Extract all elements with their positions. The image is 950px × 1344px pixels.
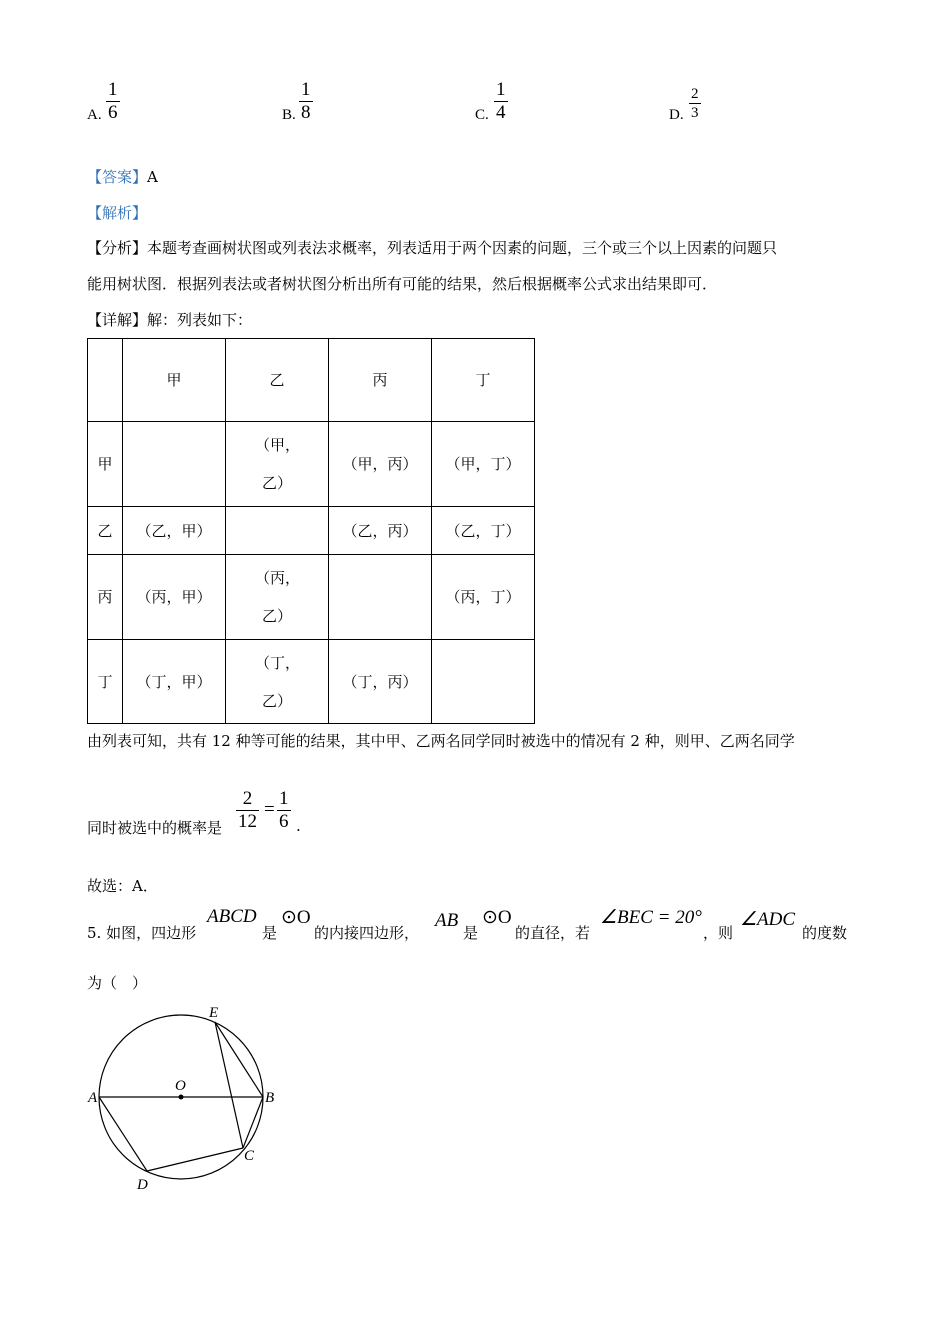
label-e: E: [209, 1005, 219, 1021]
q5-inscribed: 的内接四边形，: [314, 924, 420, 942]
answer-value: A: [147, 168, 158, 186]
probability-fraction-2: [277, 789, 291, 832]
segment-ec: [215, 1022, 243, 1148]
label-b: B: [265, 1090, 275, 1106]
probability-fraction-1: [236, 789, 259, 832]
label-c: C: [244, 1148, 255, 1164]
table-row-head: 丙: [88, 555, 123, 640]
option-d-label: D.: [669, 107, 684, 123]
option-b-fraction: [299, 80, 313, 123]
detail-tag: 【详解】: [87, 311, 148, 329]
table-row-head: 丁: [88, 640, 123, 724]
table-header-cell: 甲: [123, 339, 226, 422]
option-b-denominator: 8: [301, 102, 311, 123]
table-cell: [226, 640, 329, 724]
fenxi-tag: 【分析】: [87, 239, 148, 257]
fenxi-line-1: [87, 237, 777, 258]
q5-angle-adc: ∠ADC: [740, 909, 796, 930]
fraction-2-denominator: 6: [279, 811, 289, 832]
answer-tag: 【答案】: [87, 168, 148, 186]
segment-cb: [243, 1097, 263, 1148]
answer-line: [87, 166, 158, 187]
analysis-tag: 【解析】: [87, 204, 148, 222]
segment-dc: [147, 1148, 243, 1171]
option-a-numerator: 1: [108, 79, 118, 100]
table-cell: （甲，丙）: [329, 422, 432, 507]
option-c-label: C.: [475, 107, 489, 123]
table-header-corner: [88, 339, 123, 422]
label-o: O: [175, 1078, 186, 1094]
fraction-2-numerator: 1: [279, 788, 289, 809]
equals-sign: =: [264, 799, 275, 820]
segment-ad: [99, 1097, 147, 1171]
table-cell: （丁，丙）: [329, 640, 432, 724]
center-point: [179, 1095, 184, 1100]
detail-text: 解：列表如下：: [147, 311, 253, 329]
fenxi-text-2: 能用树状图．根据列表法或者树状图分析出所有可能的结果，然后根据概率公式求出结果即可．: [87, 275, 718, 293]
option-c-numerator: 1: [496, 79, 506, 100]
q5-circle-o: ⊙O: [281, 907, 311, 928]
fraction-1-numerator: 2: [242, 788, 253, 809]
table-header-row: [88, 339, 535, 422]
option-d-numerator: 2: [691, 86, 699, 102]
option-d-denominator: 3: [691, 105, 699, 121]
table-header-cell: 乙: [226, 339, 329, 422]
table-cell: （甲，丁）: [432, 422, 535, 507]
table-cell: [329, 555, 432, 640]
choose-line: 故选：A．: [87, 877, 158, 895]
option-b-numerator: 1: [301, 79, 311, 100]
table-cell: [226, 507, 329, 555]
circle-figure: [80, 1000, 290, 1200]
fenxi-text-1: 本题考查画树状图或列表法求概率，列表适用于两个因素的问题，三个或三个以上因素的问题只: [147, 239, 778, 257]
table-row-head: 甲: [88, 422, 123, 507]
table-cell: [226, 555, 329, 640]
q5-number: 5. 如图，四边形: [87, 924, 197, 942]
period: .: [296, 817, 301, 835]
label-a: A: [88, 1090, 98, 1106]
table-row-head: 乙: [88, 507, 123, 555]
table-cell: （乙，丙）: [329, 507, 432, 555]
table-cell: （乙，甲）: [123, 507, 226, 555]
table-row: [88, 507, 535, 555]
option-c-denominator: 4: [496, 102, 506, 123]
probability-table: [87, 338, 535, 724]
option-a-denominator: 6: [108, 102, 118, 123]
segment-eb: [215, 1022, 263, 1097]
q5-circle-o-2: ⊙O: [482, 907, 512, 928]
q5-degree: 的度数: [802, 924, 848, 942]
q5-abcd: ABCD: [207, 906, 257, 927]
table-cell: （丙，甲）: [123, 555, 226, 640]
fraction-1-denominator: 12: [238, 811, 257, 832]
table-cell: （乙，丁）: [432, 507, 535, 555]
q5-is-2: 是: [463, 924, 479, 942]
table-cell: （丙，丁）: [432, 555, 535, 640]
table-cell: （丁，甲）: [123, 640, 226, 724]
table-cell: [432, 640, 535, 724]
table-header-cell: 丁: [432, 339, 535, 422]
conclusion-line-2: [87, 817, 222, 838]
option-b-label: B.: [282, 107, 296, 123]
q5-angle-bec: ∠BEC = 20°: [600, 907, 702, 928]
table-cell-text: （丁，乙）: [255, 653, 301, 710]
option-c-fraction: [494, 80, 508, 123]
q5-diameter: 的直径，若: [515, 924, 591, 942]
option-a-label: A.: [87, 107, 102, 123]
table-row: [88, 422, 535, 507]
option-d-fraction: [689, 86, 701, 121]
table-row: [88, 555, 535, 640]
table-row: [88, 640, 535, 724]
table-cell: [226, 422, 329, 507]
q5-is: 是: [262, 924, 278, 942]
table-header-cell: 丙: [329, 339, 432, 422]
label-d: D: [137, 1177, 148, 1193]
table-cell-text: （甲，乙）: [255, 436, 301, 492]
conclusion-line-1: 由列表可知，共有 12 种等可能的结果，其中甲、乙两名同学同时被选中的情况有 2 种，则甲、乙两名同学: [87, 732, 795, 750]
option-a-fraction: [106, 80, 120, 123]
detail-line: [87, 309, 252, 330]
table-cell-text: （丙，乙）: [255, 569, 301, 625]
q5-line-2: 为（ ）: [87, 974, 148, 992]
q5-ab: AB: [435, 910, 459, 931]
conclusion-prefix: 同时被选中的概率是: [87, 819, 223, 837]
q5-then: ，则: [703, 924, 734, 942]
table-cell: [123, 422, 226, 507]
